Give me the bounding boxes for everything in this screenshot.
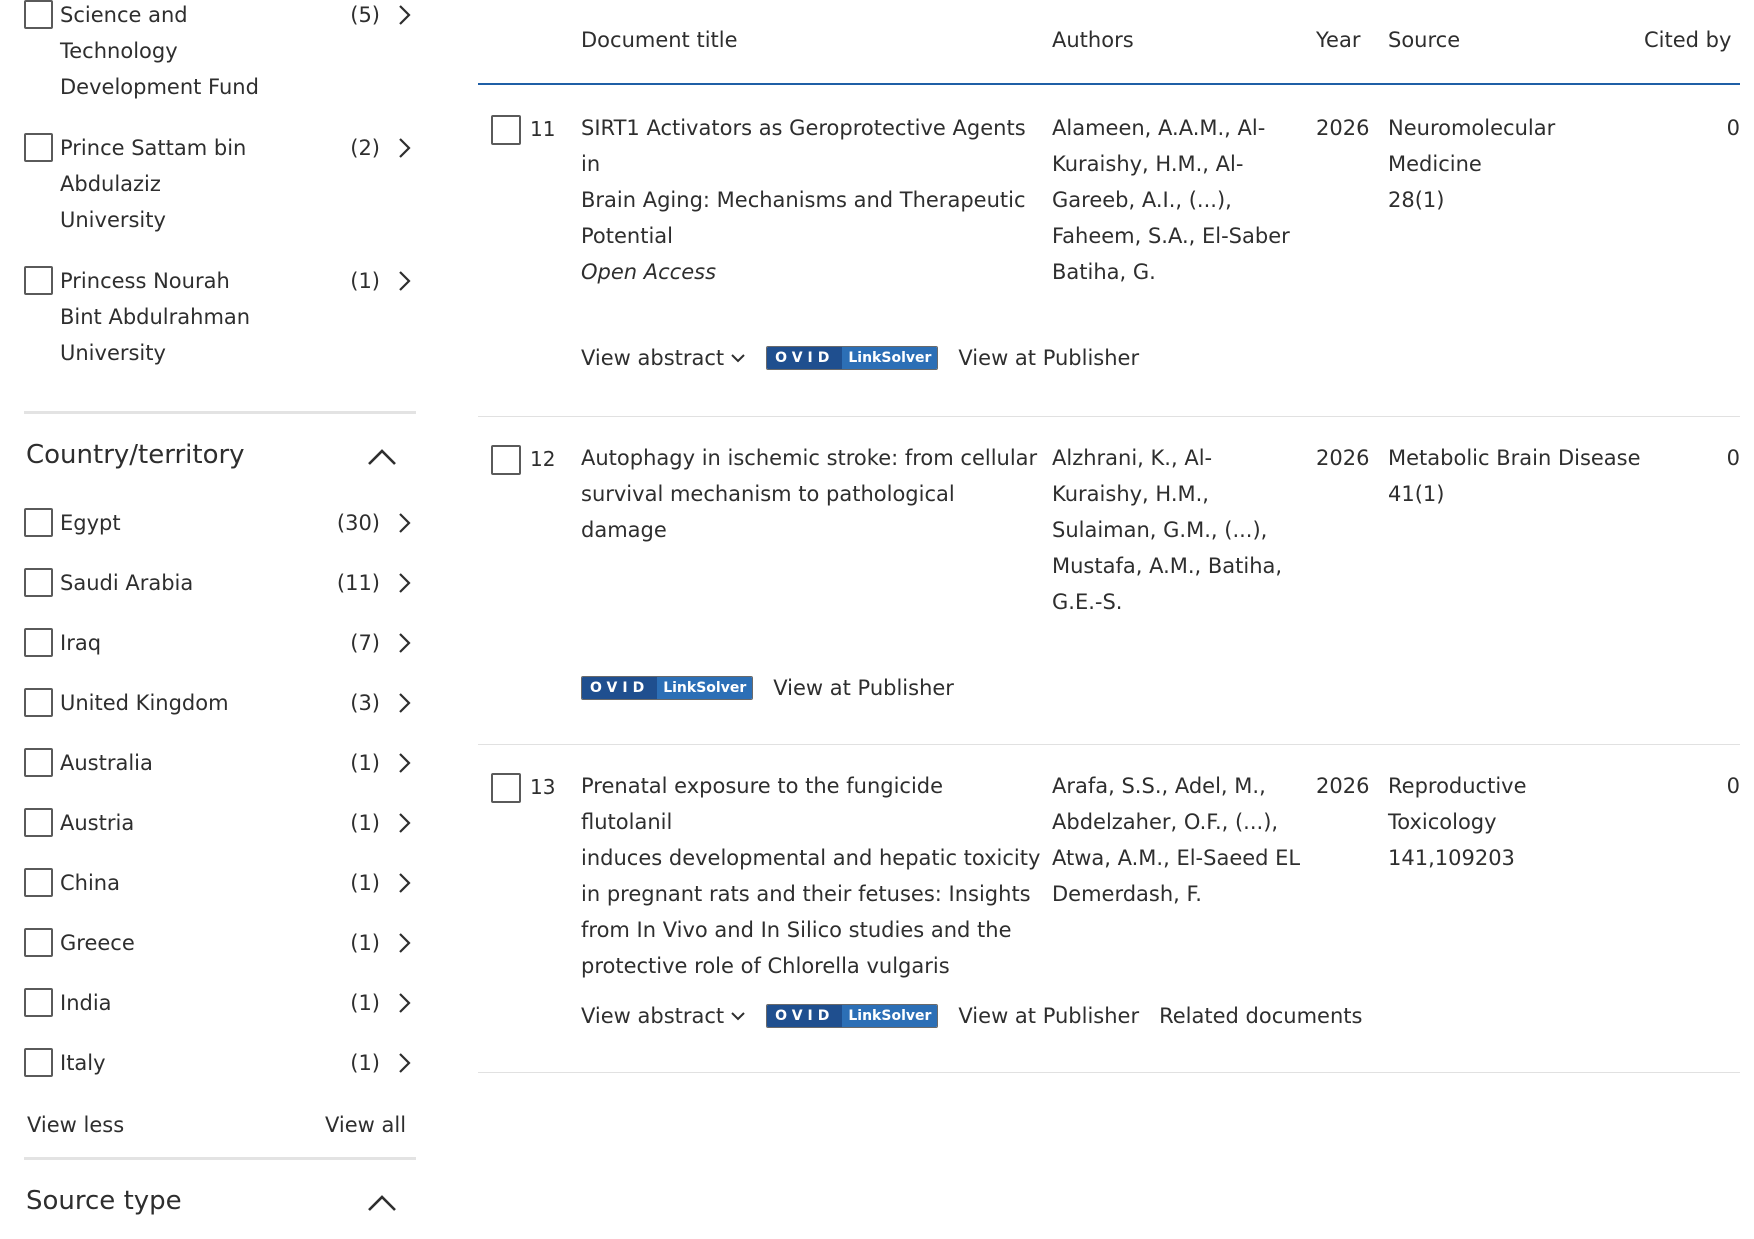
cited-by-count[interactable]: 0 [1726,774,1740,798]
ovid-logo: OVID [767,347,842,369]
column-header-title[interactable]: Document title [581,28,738,52]
author-line[interactable]: Faheem, S.A., El-Saber [1052,224,1290,248]
author-line[interactable]: Gareeb, A.I., (...), [1052,188,1232,212]
facet-count: (1) [350,269,380,293]
chevron-right-icon[interactable] [394,511,414,535]
facet-title: Country/territory [26,440,245,470]
linksolver-button[interactable] [766,1004,938,1028]
facet-label-line: Abdulaziz [60,172,161,196]
row-checkbox[interactable] [491,773,521,803]
chevron-right-icon[interactable] [394,991,414,1015]
chevron-right-icon[interactable] [394,931,414,955]
facet-count: (1) [350,811,380,835]
column-header-year[interactable]: Year [1316,28,1361,52]
column-header-source[interactable]: Source [1388,28,1461,52]
chevron-right-icon[interactable] [394,571,414,595]
facet-checkbox[interactable] [24,808,53,837]
linksolver-label: LinkSolver [657,677,752,699]
author-line[interactable]: Mustafa, A.M., Batiha, [1052,554,1283,578]
title-line: SIRT1 Activators as Geroprotective Agents in [581,116,1026,176]
facet-checkbox[interactable] [24,988,53,1017]
facet-count: (1) [350,931,380,955]
facet-label: China [60,871,120,895]
facet-count: (3) [350,691,380,715]
title-line: from In Vivo and In Silico studies and the [581,918,1012,942]
title-line: Brain Aging: Mechanisms and Therapeutic [581,188,1026,212]
view-abstract-label: View abstract [581,1004,725,1028]
author-line[interactable]: Kuraishy, H.M., [1052,482,1209,506]
chevron-right-icon[interactable] [394,631,414,655]
source-line: 141,109203 [1388,846,1515,870]
author-line[interactable]: Demerdash, F. [1052,882,1202,906]
chevron-right-icon[interactable] [394,751,414,775]
facet-checkbox[interactable] [24,0,53,29]
year-cell: 2026 [1316,116,1370,140]
facet-header-country[interactable] [24,436,416,476]
row-number: 12 [530,447,556,471]
facet-count: (30) [336,511,380,535]
facet-label: Egypt [60,511,121,535]
authors-cell [1052,110,1302,290]
chevron-down-icon [730,1010,746,1022]
author-line[interactable]: Batiha, G. [1052,260,1156,284]
facet-label: India [60,991,112,1015]
facet-label: Australia [60,751,153,775]
facet-count: (2) [350,136,380,160]
title-line: Potential [581,224,673,248]
facet-checkbox[interactable] [24,568,53,597]
source-line: Neuromolecular [1388,116,1556,140]
row-divider [478,416,1740,417]
chevron-up-icon[interactable] [366,446,398,468]
facet-label: Greece [60,931,135,955]
row-checkbox[interactable] [491,115,521,145]
facet-checkbox[interactable] [24,868,53,897]
facet-label: Saudi Arabia [60,571,194,595]
facet-count: (1) [350,991,380,1015]
source-line: 41(1) [1388,482,1445,506]
view-at-publisher-link[interactable]: View at Publisher [958,1004,1140,1028]
row-number: 11 [530,117,556,141]
facet-checkbox[interactable] [24,748,53,777]
view-at-publisher-link[interactable]: View at Publisher [773,676,954,700]
view-abstract-label: View abstract [581,346,725,370]
facet-label-line: Princess Nourah [60,269,230,293]
source-line: Toxicology [1388,810,1497,834]
source-cell[interactable] [1388,440,1688,512]
facet-count: (1) [350,871,380,895]
facet-count: (5) [350,3,380,27]
chevron-down-icon [730,352,746,364]
facet-label-line: Development Fund [60,75,259,99]
authors-cell [1052,440,1302,620]
facet-label-line: University [60,341,166,365]
author-line[interactable]: Alzhrani, K., Al- [1052,446,1213,470]
row-divider [478,1072,1740,1073]
author-line[interactable]: Alameen, A.A.M., Al- [1052,116,1266,140]
linksolver-label: LinkSolver [842,1005,937,1027]
source-line: Reproductive [1388,774,1527,798]
source-cell[interactable] [1388,768,1688,876]
title-line: damage [581,518,667,542]
title-line: in pregnant rats and their fetuses: Insights [581,882,1031,906]
cited-by-count[interactable]: 0 [1726,446,1740,470]
linksolver-button[interactable] [766,346,938,370]
facet-checkbox[interactable] [24,688,53,717]
chevron-right-icon[interactable] [394,269,414,293]
chevron-right-icon[interactable] [394,871,414,895]
chevron-right-icon[interactable] [394,1051,414,1075]
facet-checkbox[interactable] [24,928,53,957]
title-line: protective role of Chlorella vulgaris [581,954,950,978]
linksolver-button[interactable] [581,676,753,700]
view-all-link[interactable]: View all [325,1113,407,1137]
chevron-up-icon[interactable] [366,1192,398,1214]
facet-divider [24,1157,416,1160]
authors-cell [1052,768,1302,912]
facet-checkbox[interactable] [24,133,53,162]
facet-label-line: Science and [60,3,188,27]
facet-count: (1) [350,1051,380,1075]
view-less-link[interactable]: View less [27,1113,125,1137]
linksolver-label: LinkSolver [842,347,937,369]
facet-checkbox[interactable] [24,1048,53,1077]
facet-title: Source type [26,1186,182,1216]
facet-checkbox[interactable] [24,628,53,657]
facet-divider [24,411,416,414]
year-cell: 2026 [1316,774,1370,798]
row-actions [581,673,974,703]
document-title-link[interactable] [581,440,1041,548]
year-cell: 2026 [1316,446,1370,470]
author-line[interactable]: Arafa, S.S., Adel, M., [1052,774,1266,798]
facet-label: Italy [60,1051,106,1075]
source-line: Medicine [1388,152,1482,176]
source-cell[interactable] [1388,110,1688,218]
cited-by-count[interactable]: 0 [1726,116,1740,140]
source-line: 28(1) [1388,188,1445,212]
chevron-right-icon[interactable] [394,811,414,835]
open-access-label: Open Access [581,260,717,284]
facet-checkbox[interactable] [24,508,53,537]
column-header-cited-by[interactable]: Cited by [1644,28,1732,52]
facet-checkbox[interactable] [24,266,53,295]
facet-count: (11) [336,571,380,595]
author-line[interactable]: Abdelzaher, O.F., (...), [1052,810,1279,834]
row-actions [581,1001,1382,1031]
author-line[interactable]: Kuraishy, H.M., Al- [1052,152,1244,176]
author-line[interactable]: Sulaiman, G.M., (...), [1052,518,1268,542]
facet-label-line: Prince Sattam bin [60,136,247,160]
author-line[interactable]: G.E.-S. [1052,590,1123,614]
facet-count: (7) [350,631,380,655]
ovid-logo: OVID [582,677,657,699]
row-checkbox[interactable] [491,445,521,475]
view-abstract-button[interactable] [581,1004,746,1028]
title-line: Autophagy in ischemic stroke: from cellular [581,446,1038,470]
facet-label-line: University [60,208,166,232]
facet-label: Iraq [60,631,102,655]
facet-label: United Kingdom [60,691,229,715]
facet-count: (1) [350,751,380,775]
ovid-logo: OVID [767,1005,842,1027]
facet-label-line: Bint Abdulrahman [60,305,251,329]
document-title-link[interactable] [581,768,1041,984]
facet-label-line: Technology [60,39,178,63]
header-underline [478,83,1740,85]
view-at-publisher-link[interactable]: View at Publisher [958,346,1140,370]
chevron-right-icon[interactable] [394,136,414,160]
document-title-link[interactable] [581,110,1041,290]
chevron-right-icon[interactable] [394,3,414,27]
facet-header-source-type[interactable] [24,1182,416,1222]
title-line: induces developmental and hepatic toxicity [581,846,1041,870]
source-line: Metabolic Brain Disease [1388,446,1641,470]
row-number: 13 [530,775,556,799]
title-line: Prenatal exposure to the fungicide flutolanil [581,774,944,834]
row-divider [478,744,1740,745]
column-header-authors[interactable]: Authors [1052,28,1134,52]
view-abstract-button[interactable] [581,346,746,370]
title-line: survival mechanism to pathological [581,482,955,506]
chevron-right-icon[interactable] [394,691,414,715]
related-documents-link[interactable]: Related documents [1159,1004,1363,1028]
facet-label: Austria [60,811,135,835]
author-line[interactable]: Atwa, A.M., El-Saeed EL [1052,846,1301,870]
row-actions [581,343,1159,373]
